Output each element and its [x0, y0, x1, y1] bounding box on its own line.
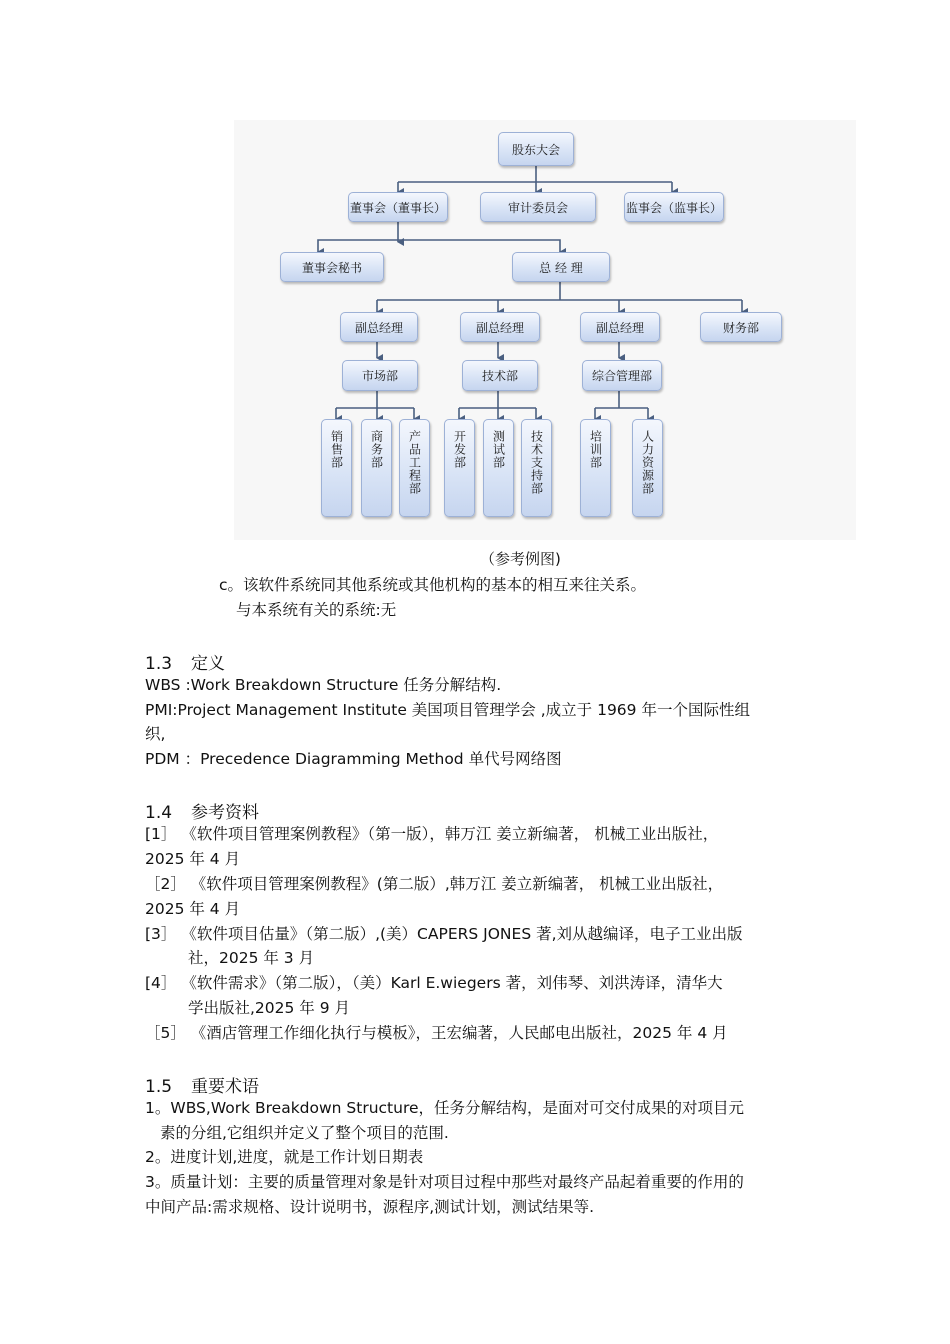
reference-line: [3］ 《软件项目估量》（第二版）,(美）CAPERS JONES 著,刘从越编译，电子工业出版 — [145, 925, 743, 943]
node-dev — [444, 419, 475, 517]
reference-line: 社，2025 年 3 月 — [188, 949, 315, 967]
node-label: 技术部 — [481, 369, 518, 383]
definition-line: 织, — [145, 725, 166, 743]
node-sales — [321, 419, 352, 517]
node-vp-3 — [580, 312, 660, 342]
node-market — [342, 360, 418, 391]
node-label: 副总经理 — [595, 320, 644, 335]
term-line: 3。质量计划：主要的质量管理对象是针对项目过程中那些对最终产品起着重要的作用的 — [145, 1173, 744, 1191]
term-line: 2。进度计划,进度，就是工作计划日期表 — [145, 1148, 424, 1166]
term-line: 中间产品:需求规格、设计说明书，源程序,测试计划，测试结果等. — [145, 1198, 595, 1216]
node-label: 培训部 — [588, 430, 603, 469]
definition-line: PMI:Project Management Institute 美国项目管理学会 ,成立于 1969 年一个国际性组 — [145, 701, 750, 719]
reference-line: ［5］ 《酒店管理工作细化执行与模板》，王宏编著，人民邮电出版社，2025 年 4 月 — [145, 1024, 728, 1042]
section-number: 1.3 — [145, 654, 173, 674]
reference-line: [1］ 《软件项目管理案例教程》（第一版），韩万江 姜立新编著， 机械工业出版社， — [145, 825, 719, 843]
node-label: 股东大会 — [511, 142, 560, 157]
node-label: 监事会（监事长） — [625, 200, 722, 215]
node-vp-2 — [460, 312, 540, 342]
node-label: 审计委员会 — [507, 200, 568, 215]
reference-line: [4］ 《软件需求》（第二版），（美）Karl E.wiegers 著，刘伟琴、刘洪涛译，清华大 — [145, 974, 723, 992]
intro-c-line: c。该软件系统同其他系统或其他机构的基本的相互来往关系。 — [219, 576, 647, 594]
node-board — [348, 192, 448, 222]
figure-caption: （参考例图) — [480, 550, 561, 568]
section-title: 重要术语 — [191, 1077, 259, 1097]
node-label: 测试部 — [491, 430, 506, 469]
node-secretary — [280, 252, 384, 282]
node-product — [399, 419, 430, 517]
node-label: 副总经理 — [354, 320, 403, 335]
node-label: 商务部 — [369, 430, 384, 469]
node-supervisory — [624, 192, 724, 222]
definition-line: WBS :Work Breakdown Structure 任务分解结构. — [145, 676, 502, 694]
section-number: 1.4 — [145, 803, 173, 823]
node-label: 综合管理部 — [591, 369, 652, 383]
node-vp-1 — [340, 312, 418, 342]
node-label: 产品工程部 — [407, 430, 422, 495]
node-label: 财务部 — [722, 320, 759, 335]
node-label: 总 经 理 — [539, 260, 583, 275]
node-label: 副总经理 — [475, 320, 524, 335]
reference-line: 2025 年 4 月 — [145, 900, 241, 918]
term-line: 1。WBS,Work Breakdown Structure，任务分解结构，是面对可交付成果的对项目元 — [145, 1099, 745, 1117]
section-title: 定义 — [191, 654, 225, 674]
node-shareholders — [498, 132, 574, 166]
intro-related-systems: 与本系统有关的系统:无 — [236, 601, 397, 619]
section-heading-terms — [145, 1072, 259, 1097]
node-label: 开发部 — [452, 430, 467, 469]
node-admin — [582, 360, 662, 391]
node-label: 董事会秘书 — [301, 260, 362, 275]
section-number: 1.5 — [145, 1077, 173, 1097]
node-general-manager — [512, 252, 610, 282]
node-hr — [632, 419, 663, 517]
node-label: 董事会（董事长） — [349, 200, 446, 215]
org-chart — [234, 120, 856, 540]
node-tech — [462, 360, 538, 391]
section-title: 参考资料 — [191, 803, 259, 823]
node-finance — [700, 312, 782, 342]
node-business — [361, 419, 392, 517]
node-audit — [480, 192, 596, 222]
node-support — [521, 419, 552, 517]
node-label: 技术支持部 — [529, 430, 544, 495]
node-label: 人力资源部 — [640, 430, 655, 495]
node-label: 市场部 — [361, 369, 398, 383]
node-label: 销售部 — [329, 430, 344, 469]
reference-line: 2025 年 4 月 — [145, 850, 241, 868]
node-training — [580, 419, 611, 517]
definition-line: PDM ：Precedence Diagramming Method 单代号网络图 — [145, 750, 562, 768]
reference-line: ［2］ 《软件项目管理案例教程》(第二版）,韩万江 姜立新编著， 机械工业出版社， — [145, 875, 724, 893]
section-heading-definitions — [145, 649, 225, 674]
reference-line: 学出版社,2025 年 9 月 — [188, 999, 351, 1017]
section-heading-references — [145, 798, 259, 823]
term-line: 素的分组,它组织并定义了整个项目的范围. — [160, 1124, 449, 1142]
node-test — [483, 419, 514, 517]
